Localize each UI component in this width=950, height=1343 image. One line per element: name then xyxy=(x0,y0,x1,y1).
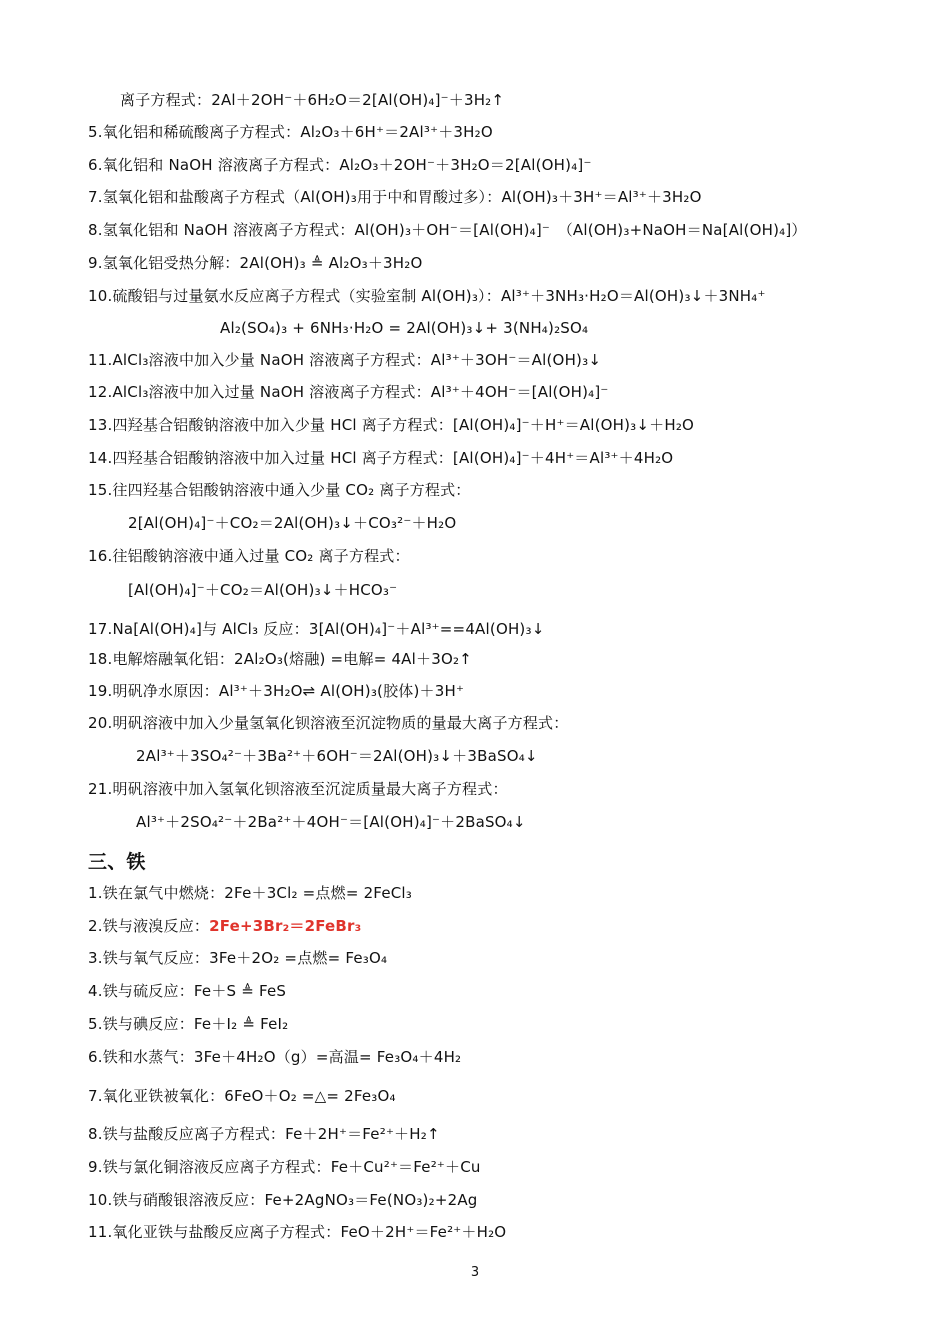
text-line: 3.铁与氧气反应：3Fe＋2O₂ =点燃= Fe₃O₄ xyxy=(88,949,388,967)
text-line: 6.氧化铝和 NaOH 溶液离子方程式：Al₂O₃＋2OH⁻＋3H₂O＝2[Al(OH)₄]⁻ xyxy=(88,156,592,174)
text-line: 11.AlCl₃溶液中加入少量 NaOH 溶液离子方程式：Al³⁺＋3OH⁻＝Al(OH)₃↓ xyxy=(88,351,602,369)
page-number: 3 xyxy=(470,1265,480,1280)
text-line: 15.往四羟基合铝酸钠溶液中通入少量 CO₂ 离子方程式： xyxy=(88,481,471,499)
text-line: Al³⁺＋2SO₄²⁻＋2Ba²⁺＋4OH⁻＝[Al(OH)₄]⁻＋2BaSO₄↓ xyxy=(136,813,526,831)
highlighted-equation: 2Fe+3Br₂＝2FeBr₃ xyxy=(209,917,362,935)
text-line: 8.铁与盐酸反应离子方程式：Fe＋2H⁺＝Fe²⁺＋H₂↑ xyxy=(88,1125,440,1143)
text-line xyxy=(88,916,361,936)
text-line: 2Al³⁺＋3SO₄²⁻＋3Ba²⁺＋6OH⁻＝2Al(OH)₃↓＋3BaSO₄↓ xyxy=(136,747,538,765)
text-line: 6.铁和水蒸气：3Fe＋4H₂O（g）=高温= Fe₃O₄＋4H₂ xyxy=(88,1048,462,1066)
text-line: 20.明矾溶液中加入少量氢氧化钡溶液至沉淀物质的量最大离子方程式： xyxy=(88,714,569,732)
text-line: 19.明矾净水原因：Al³⁺＋3H₂O⇌ Al(OH)₃(胶体)＋3H⁺ xyxy=(88,682,465,700)
text-line: 12.AlCl₃溶液中加入过量 NaOH 溶液离子方程式：Al³⁺＋4OH⁻＝[Al(OH)₄]⁻ xyxy=(88,383,609,401)
text-line: 11.氧化亚铁与盐酸反应离子方程式：FeO＋2H⁺＝Fe²⁺＋H₂O xyxy=(88,1223,507,1241)
text-line: 10.铁与硝酸银溶液反应：Fe+2AgNO₃＝Fe(NO₃)₂+2Ag xyxy=(88,1191,478,1209)
text-line: 18.电解熔融氧化铝：2Al₂O₃(熔融) =电解= 4Al＋3O₂↑ xyxy=(88,650,472,668)
text-line-label: 2.铁与液溴反应： xyxy=(88,917,210,935)
text-line: 离子方程式：2Al＋2OH⁻＋6H₂O＝2[Al(OH)₄]⁻＋3H₂↑ xyxy=(120,91,505,109)
text-line: 13.四羟基合铝酸钠溶液中加入少量 HCl 离子方程式：[Al(OH)₄]⁻＋H⁺＝Al(OH)₃↓＋H₂O xyxy=(88,416,695,434)
text-line: 5.铁与碘反应：Fe＋I₂ ≜ FeI₂ xyxy=(88,1015,289,1033)
text-line: 14.四羟基合铝酸钠溶液中加入过量 HCl 离子方程式：[Al(OH)₄]⁻＋4H⁺＝Al³⁺＋4H₂O xyxy=(88,449,674,467)
text-line: 1.铁在氯气中燃烧：2Fe＋3Cl₂ =点燃= 2FeCl₃ xyxy=(88,884,412,902)
text-line: 10.硫酸铝与过量氨水反应离子方程式（实验室制 Al(OH)₃）：Al³⁺＋3NH₃·H₂O＝Al(OH)₃↓＋3NH₄⁺ xyxy=(88,287,766,305)
text-line: 7.氢氧化铝和盐酸离子方程式（Al(OH)₃用于中和胃酸过多）：Al(OH)₃＋3H⁺＝Al³⁺＋3H₂O xyxy=(88,188,702,206)
text-line: 9.氢氧化铝受热分解：2Al(OH)₃ ≜ Al₂O₃＋3H₂O xyxy=(88,254,423,272)
text-line: 21.明矾溶液中加入氢氧化钡溶液至沉淀质量最大离子方程式： xyxy=(88,780,508,798)
text-line: 17.Na[Al(OH)₄]与 AlCl₃ 反应：3[Al(OH)₄]⁻＋Al³⁺==4Al(OH)₃↓ xyxy=(88,620,545,638)
section-heading: 三、铁 xyxy=(88,851,146,873)
text-line: 4.铁与硫反应：Fe＋S ≜ FeS xyxy=(88,982,287,1000)
text-line: 8.氢氧化铝和 NaOH 溶液离子方程式：Al(OH)₃＋OH⁻＝[Al(OH)₄]⁻ （Al(OH)₃+NaOH＝Na[Al(OH)₄]） xyxy=(88,221,807,239)
text-line: 7.氧化亚铁被氧化：6FeO＋O₂ =△= 2Fe₃O₄ xyxy=(88,1087,396,1105)
text-line: [Al(OH)₄]⁻＋CO₂＝Al(OH)₃↓＋HCO₃⁻ xyxy=(128,581,398,599)
text-line: 2[Al(OH)₄]⁻＋CO₂＝2Al(OH)₃↓＋CO₃²⁻＋H₂O xyxy=(128,514,457,532)
text-line: 5.氧化铝和稀硫酸离子方程式：Al₂O₃＋6H⁺＝2Al³⁺＋3H₂O xyxy=(88,123,493,141)
text-line: Al₂(SO₄)₃ + 6NH₃·H₂O = 2Al(OH)₃↓+ 3(NH₄)₂SO₄ xyxy=(220,319,589,337)
text-line: 9.铁与氯化铜溶液反应离子方程式：Fe＋Cu²⁺＝Fe²⁺＋Cu xyxy=(88,1158,481,1176)
text-line: 16.往铝酸钠溶液中通入过量 CO₂ 离子方程式： xyxy=(88,547,410,565)
